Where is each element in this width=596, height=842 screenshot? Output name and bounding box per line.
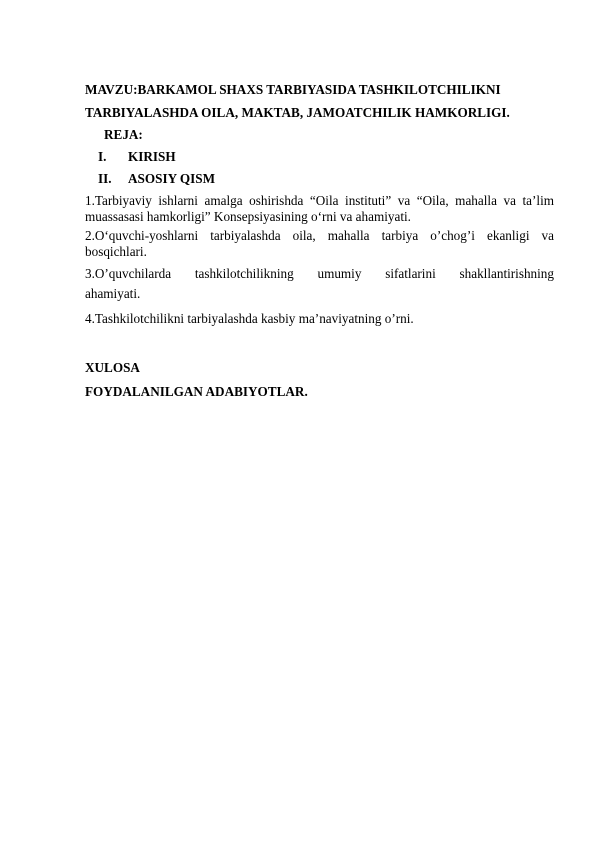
title-line-2: TARBIYALASHDA OILA, MAKTAB, JAMOATCHILIK HAMKORLIGI. — [85, 105, 510, 120]
title-line-1: MAVZU:BARKAMOL SHAXS TARBIYASIDA TASHKILOTCHILIKNI — [85, 82, 501, 97]
plan-heading: REJA: — [104, 127, 143, 142]
plan-item — [85, 146, 554, 168]
plan-item-label: KIRISH — [128, 149, 176, 164]
section-item-3-continued: ahamiyati. — [85, 286, 141, 301]
section-item-4: 4.Tashkilotchilikni tarbiyalashda kasbiy ma’naviyatning o’rni. — [85, 311, 414, 326]
plan-item-number: II. — [98, 171, 112, 186]
conclusion-heading: XULOSA — [85, 360, 140, 375]
plan-item-number: I. — [98, 149, 107, 164]
document-content — [85, 78, 554, 404]
plan-item-label: ASOSIY QISM — [128, 171, 216, 186]
references-heading: FOYDALANILGAN ADABIYOTLAR. — [85, 384, 308, 399]
section-item-2: 2.O‘quvchi-yoshlarni tarbiyalashda oila, mahalla tarbiya o’chog’i ekanligi va bosqichlari. — [85, 228, 554, 259]
plan-item — [85, 168, 554, 190]
section-item-3: 3.O’quvchilarda tashkilotchilikning umumiy sifatlarini shakllantirishning — [85, 266, 554, 281]
section-item-1: 1.Tarbiyaviy ishlarni amalga oshirishda “Oila instituti” va “Oila, mahalla va ta’lim muassasasi hamkorligi” Konsepsiyasining o‘rni va ahamiyati. — [85, 193, 554, 224]
